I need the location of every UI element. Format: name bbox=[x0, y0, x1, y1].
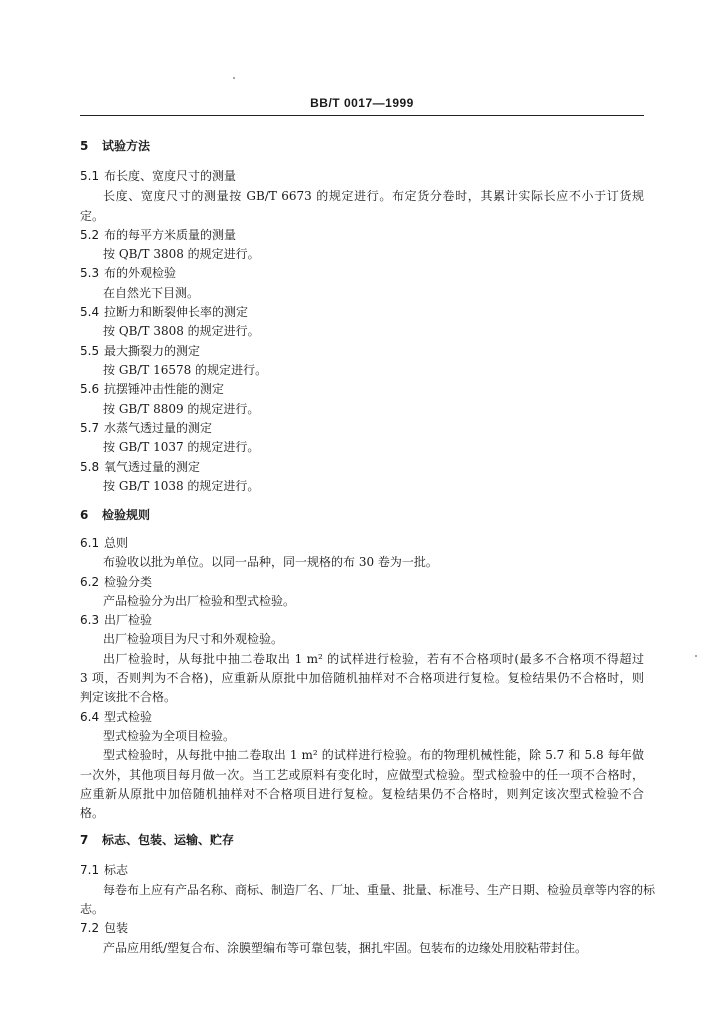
clause-5-5 bbox=[80, 344, 644, 358]
paragraph-line: 志。 bbox=[80, 902, 105, 916]
header-rule bbox=[80, 115, 644, 116]
scan-speck bbox=[695, 655, 697, 657]
clause-number: 5.1 bbox=[80, 169, 100, 183]
clause-title: 型式检验 bbox=[104, 710, 153, 724]
paragraph-line: 判定该批不合格。 bbox=[80, 690, 177, 704]
paragraph-line: 按 GB/T 1037 的规定进行。 bbox=[103, 440, 260, 454]
clause-5-3 bbox=[80, 266, 644, 280]
clause-number: 6.3 bbox=[80, 613, 100, 627]
paragraph-line: 长度、宽度尺寸的测量按 GB/T 6673 的规定进行。布定货分卷时，其累计实际长应不小于订货规 bbox=[103, 189, 644, 203]
clause-number: 7.1 bbox=[80, 863, 100, 877]
paragraph-line: 在自然光下目测。 bbox=[103, 286, 200, 300]
clause-number: 5.5 bbox=[80, 344, 100, 358]
section-title: 标志、包装、运输、贮存 bbox=[102, 833, 235, 847]
clause-title: 布的每平方米质量的测量 bbox=[104, 228, 237, 242]
clause-title: 拉断力和断裂伸长率的测定 bbox=[104, 305, 249, 319]
clause-number: 5.7 bbox=[80, 421, 100, 435]
clause-title: 氧气透过量的测定 bbox=[104, 460, 201, 474]
section-7-heading bbox=[80, 833, 644, 847]
clause-6-2 bbox=[80, 575, 644, 589]
clause-number: 7.2 bbox=[80, 921, 100, 935]
clause-5-6 bbox=[80, 382, 644, 396]
section-number: 7 bbox=[80, 833, 89, 847]
paragraph-line: 型式检验为全项目检验。 bbox=[103, 729, 236, 743]
page-header: BB/T 0017—1999 bbox=[310, 96, 414, 110]
clause-title: 包装 bbox=[104, 921, 129, 935]
paragraph-line: 出厂检验时，从每批中抽二卷取出 1 m² 的试样进行检验，若有不合格项时(最多不合格项不得超过 bbox=[103, 652, 644, 666]
paragraph-line: 布验收以批为单位。以同一品种，同一规格的布 30 卷为一批。 bbox=[103, 555, 438, 569]
scan-speck bbox=[233, 77, 235, 79]
clause-7-2 bbox=[80, 921, 644, 935]
clause-title: 检验分类 bbox=[104, 575, 153, 589]
clause-5-7 bbox=[80, 421, 644, 435]
clause-title: 布长度、宽度尺寸的测量 bbox=[104, 169, 237, 183]
paragraph-line: 按 QB/T 3808 的规定进行。 bbox=[103, 324, 260, 338]
paragraph-line: 产品检验分为出厂检验和型式检验。 bbox=[103, 594, 296, 608]
clause-number: 6.2 bbox=[80, 575, 100, 589]
section-number: 5 bbox=[80, 139, 89, 153]
clause-title: 最大撕裂力的测定 bbox=[104, 344, 201, 358]
clause-number: 5.2 bbox=[80, 228, 100, 242]
clause-number: 6.4 bbox=[80, 710, 100, 724]
clause-5-4 bbox=[80, 305, 644, 319]
paragraph-line: 格。 bbox=[80, 806, 105, 820]
paragraph-line: 产品应用纸/塑复合布、涂膜塑编布等可靠包装，捆扎牢固。包装布的边缘处用胶粘带封住。 bbox=[103, 941, 588, 955]
paragraph-line: 型式检验时，从每批中抽二卷取出 1 m² 的试样进行检验。布的物理机械性能，除 5.7 和 5.8 每年做 bbox=[103, 748, 644, 762]
clause-7-1 bbox=[80, 863, 644, 877]
clause-title: 水蒸气透过量的测定 bbox=[104, 421, 213, 435]
clause-title: 总则 bbox=[104, 536, 129, 550]
section-title: 检验规则 bbox=[102, 508, 151, 522]
paragraph-line: 按 GB/T 8809 的规定进行。 bbox=[103, 402, 260, 416]
clause-6-4 bbox=[80, 710, 644, 724]
clause-number: 5.4 bbox=[80, 305, 100, 319]
section-6-heading bbox=[80, 508, 644, 522]
paragraph-line: 按 GB/T 1038 的规定进行。 bbox=[103, 479, 260, 493]
clause-5-2 bbox=[80, 228, 644, 242]
paragraph-line: 定。 bbox=[80, 209, 105, 223]
clause-title: 出厂检验 bbox=[104, 613, 153, 627]
clause-title: 布的外观检验 bbox=[104, 266, 177, 280]
paragraph-line: 3 项，否则判为不合格)，应重新从原批中加倍随机抽样对不合格项进行复检。复检结果仍不合格时，则 bbox=[80, 671, 644, 685]
clause-number: 5.6 bbox=[80, 382, 100, 396]
section-5-heading bbox=[80, 139, 644, 153]
clause-number: 5.8 bbox=[80, 460, 100, 474]
paragraph-line: 出厂检验项目为尺寸和外观检验。 bbox=[103, 632, 284, 646]
paragraph-line: 应重新从原批中加倍随机抽样对不合格项目进行复检。复检结果仍不合格时，则判定该次型式检验不合 bbox=[80, 787, 644, 801]
clause-6-1 bbox=[80, 536, 644, 550]
clause-number: 6.1 bbox=[80, 536, 100, 550]
paragraph-line: 按 QB/T 3808 的规定进行。 bbox=[103, 247, 260, 261]
paragraph-line: 一次外，其他项目每月做一次。当工艺或原料有变化时，应做型式检验。型式检验中的任一项不合格时， bbox=[80, 768, 644, 782]
clause-number: 5.3 bbox=[80, 266, 100, 280]
clause-title: 抗摆锤冲击性能的测定 bbox=[104, 382, 225, 396]
clause-5-1 bbox=[80, 169, 644, 183]
clause-5-8 bbox=[80, 460, 644, 474]
paragraph-line: 每卷布上应有产品名称、商标、制造厂名、厂址、重量、批量、标准号、生产日期、检验员章等内容的标 bbox=[103, 883, 656, 897]
clause-title: 标志 bbox=[104, 863, 129, 877]
clause-6-3 bbox=[80, 613, 644, 627]
section-title: 试验方法 bbox=[102, 139, 151, 153]
paragraph-line: 按 GB/T 16578 的规定进行。 bbox=[103, 363, 268, 377]
section-number: 6 bbox=[80, 508, 89, 522]
